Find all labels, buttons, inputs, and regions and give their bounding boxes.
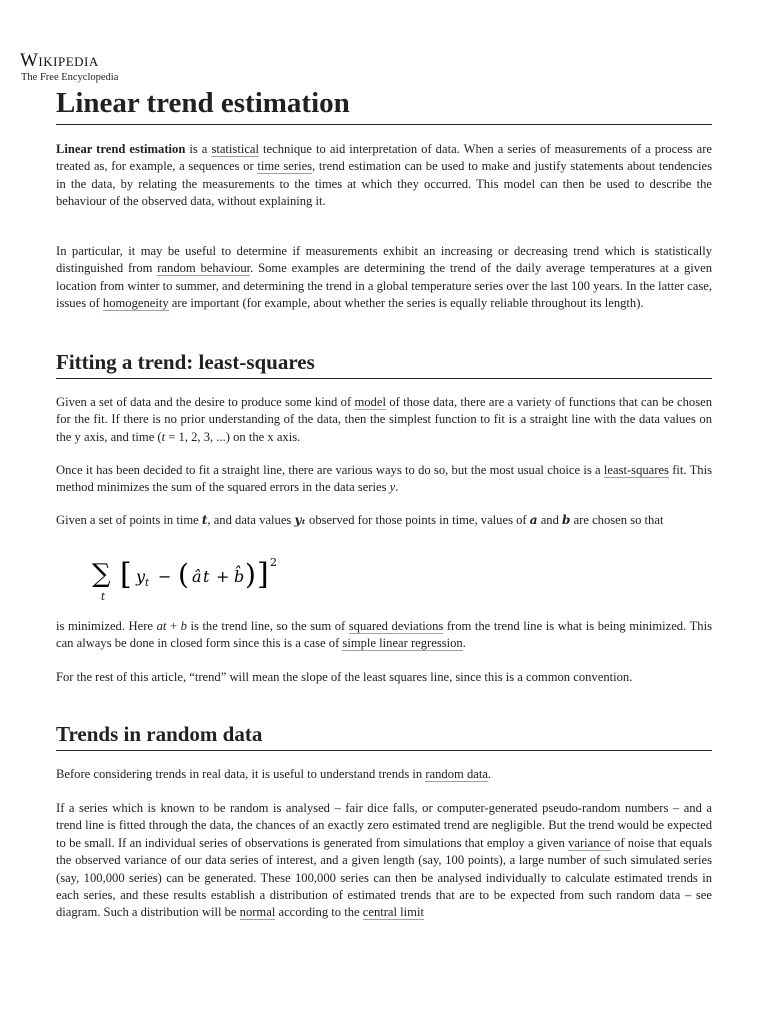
text-run: and: [537, 513, 563, 527]
fitting-paragraph-5: [56, 669, 712, 686]
inline-link[interactable]: model: [354, 395, 386, 409]
logo-wordmark: Wikipedia: [20, 50, 99, 71]
inline-link[interactable]: simple linear regression: [342, 636, 463, 651]
text-run: are important (for example, about whether the series is equally reliable throughout its length).: [168, 296, 644, 311]
inline-link[interactable]: squared deviations: [348, 619, 444, 633]
section-heading-fitting-trend: Fitting a trend: least-squares: [56, 348, 712, 379]
text-run: .: [462, 636, 466, 651]
text-run: Before considering trends in real data, it is useful to understand trends in: [56, 767, 426, 781]
math-variable: t: [201, 513, 208, 527]
text-run: from the trend line is what is being minimized. This can always be done in closed form since this is a case of: [56, 619, 712, 651]
inline-link[interactable]: time series: [257, 159, 313, 174]
y-subscript: t: [145, 578, 150, 589]
inline-link[interactable]: homogeneity: [102, 296, 169, 311]
fitting-paragraph-4: [56, 618, 712, 653]
text-run: .: [487, 767, 492, 781]
fitting-paragraph-2: [56, 462, 712, 497]
right-bracket: ]: [257, 557, 269, 592]
text-run: In particular, it may be useful to determine if measurements exhibit an increasing or decreasing trend which is statistically distinguished from: [56, 244, 712, 276]
text-run: . Some examples are determining the trend of the daily average temperatures at a given location from winter to summer, and determining the trend in a global temperature series over the last 100 years. In the latter case, issues of: [56, 261, 712, 311]
random-paragraph-2: [56, 800, 712, 922]
b-hat: b̂: [234, 567, 245, 586]
section-heading-random-data: Trends in random data: [56, 720, 712, 751]
inline-link[interactable]: least-squares: [603, 463, 669, 477]
fitting-paragraph-1: [56, 394, 712, 446]
italic-variable: y: [389, 480, 396, 495]
text-run: Given a set of data and the desire to produce some kind of: [56, 395, 355, 409]
inline-link[interactable]: central limit: [362, 905, 424, 920]
inline-link[interactable]: normal: [239, 905, 276, 920]
text-run: , and data values: [207, 513, 295, 527]
italic-variable: at: [156, 619, 167, 633]
text-run: of those data, there are a variety of functions that can be chosen for the fit. If there is no prior understanding of the data, then the simplest function to fit is a straight line with the data values on the y axis, and time (: [56, 395, 712, 444]
math-variable: b: [562, 513, 571, 527]
random-paragraph-1: [56, 766, 712, 783]
y-variable: y: [136, 567, 146, 586]
text-run: Once it has been decided to fit a straight line, there are various ways to do so, but the most usual choice is a: [56, 463, 604, 477]
inline-link[interactable]: variance: [568, 835, 611, 850]
wikipedia-logo[interactable]: [20, 50, 160, 84]
text-run: +: [166, 619, 181, 633]
text-run: according to the: [275, 905, 363, 920]
text-run: fit. This method minimizes the sum of the squared errors in the data series: [56, 463, 712, 495]
text-run: = 1, 2, 3, ...) on the x axis.: [165, 429, 301, 444]
fitting-paragraph-3: [56, 512, 712, 529]
inline-link[interactable]: random behaviour: [157, 261, 251, 276]
italic-variable: b: [180, 619, 187, 633]
math-variable: a: [529, 513, 538, 527]
a-hat: â: [192, 567, 202, 586]
plus-sign: +: [216, 567, 230, 586]
text-run: .: [395, 480, 399, 495]
intro-paragraph-1: [56, 141, 712, 211]
text-run: of noise that equals the observed variance of our data series of interest, and a given length (say, 100 points), a large number of such simulated series (say, 100,000 series) can be generated. These 100,000 series can then be analysed individually to calculate estimated trends in each series, and these results establish a distribution of estimated trends that are to be expected from such random data – see diagram. Such a distribution will be: [56, 835, 712, 920]
text-run: technique to aid interpretation of data. When a series of measurements of a process are treated as, for example, a sequences or: [56, 142, 712, 174]
text-run: is a: [185, 142, 212, 156]
text-run: , trend estimation can be used to make and justify statements about tendencies in the data, by relating the measurements to the times at which they occurred. This model can then be used to describe the behaviour of the observed data, without explaining it.: [56, 159, 712, 209]
summation-symbol: ∑: [92, 559, 111, 589]
text-run: Given a set of points in time: [56, 513, 202, 527]
text-run: is the trend line, so the sum of: [186, 619, 349, 633]
text-run: observed for those points in time, values of: [305, 513, 530, 527]
italic-variable: t: [161, 429, 166, 444]
least-squares-formula: [92, 552, 312, 608]
text-run: is minimized. Here: [56, 619, 157, 633]
text-run: For the rest of this article, “trend” will mean the slope of the least squares line, since this is a common convention.: [56, 670, 633, 684]
left-paren: (: [178, 558, 189, 591]
exponent: 2: [270, 556, 277, 569]
t-variable: t: [203, 567, 210, 586]
intro-paragraph-2: [56, 243, 712, 313]
logo-tagline: The Free Encyclopedia: [21, 72, 119, 83]
summation-index: t: [101, 592, 106, 603]
inline-link[interactable]: random data: [425, 767, 488, 781]
text-run: are chosen so that: [570, 513, 664, 527]
bold-term: Linear trend estimation: [56, 142, 186, 156]
text-run: If a series which is known to be random is analysed – fair dice falls, or computer-generated pseudo-random numbers – and a trend line is fitted through the data, the chances of an exactly zero estimated trend are negligible. But the trend would be expected to be small. If an individual series of observations is generated from simulations that employ a given: [56, 801, 712, 850]
left-bracket: [: [120, 557, 132, 592]
inline-link[interactable]: statistical: [211, 142, 260, 156]
minus-sign: −: [158, 567, 172, 586]
article-title: Linear trend estimation: [56, 84, 712, 125]
right-paren: ): [245, 558, 256, 591]
math-variable: yₜ: [294, 513, 306, 527]
